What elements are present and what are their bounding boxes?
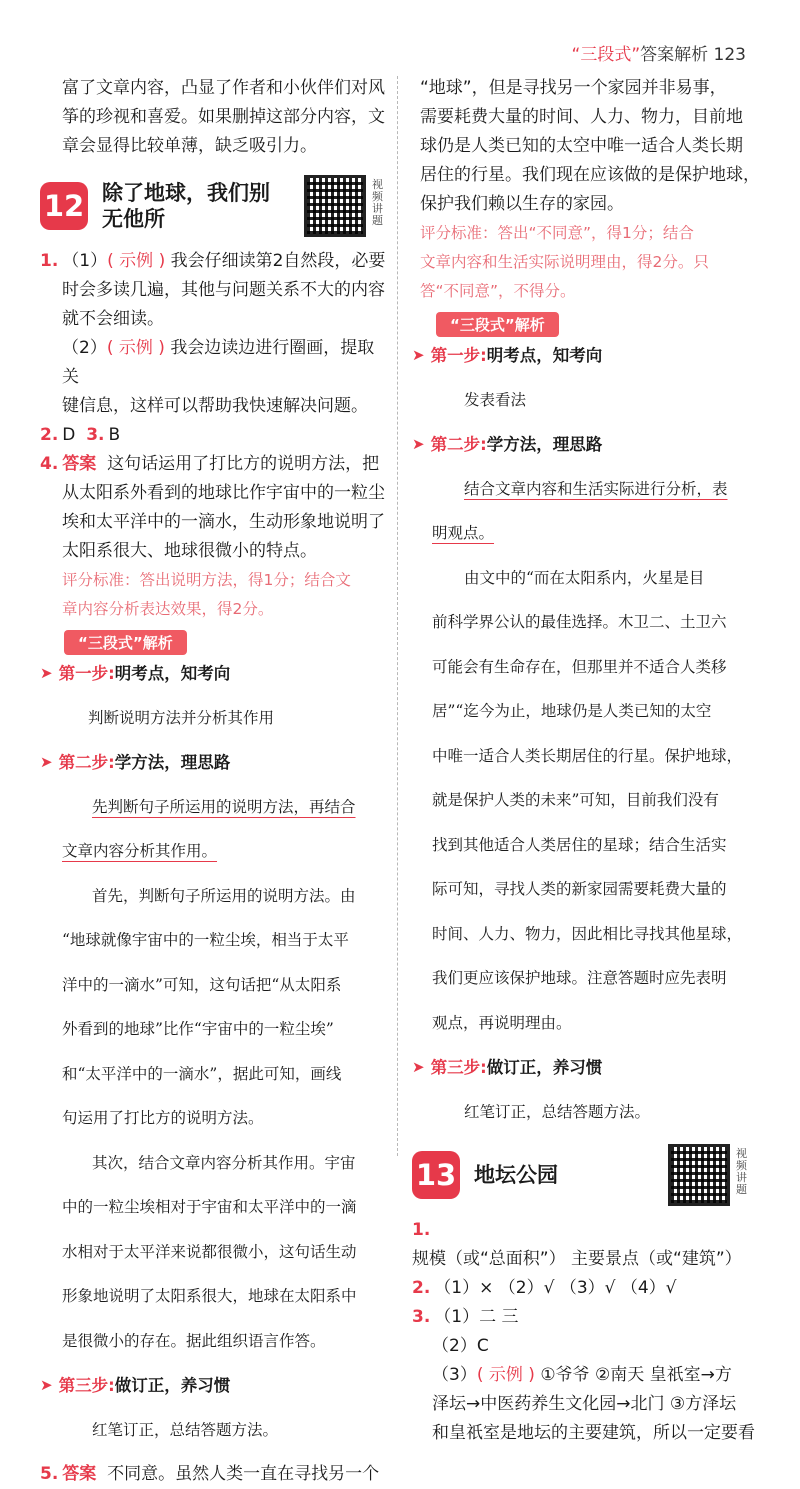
answer-line: （2）C xyxy=(432,1336,489,1356)
step-1 xyxy=(40,659,386,688)
analysis-line: 句运用了打比方的说明方法。 xyxy=(62,1109,264,1127)
answer-text: 我会仔细读第2自然段，必要 xyxy=(170,251,386,271)
analysis-line: 前科学界公认的最佳选择。木卫二、土卫六 xyxy=(432,613,727,631)
step-2 xyxy=(40,748,386,777)
analysis-line: 时间、人力、物力，因此相比寻找其他星球， xyxy=(432,924,743,943)
answer-text: （1）× （2）√ （3）√ （4）√ xyxy=(434,1278,677,1298)
qr-label: 视频讲题 xyxy=(372,178,383,227)
step-3 xyxy=(40,1371,386,1400)
answer-line: 从太阳系外看到的地球比作宇宙中的一粒尘 xyxy=(62,483,385,503)
step-title: 做订正，养习惯 xyxy=(486,1058,603,1077)
step-label: 第一步: xyxy=(58,664,115,683)
score-standard: 评分标准：答出说明方法，得1分；结合文 xyxy=(62,571,351,589)
step-title: 学方法，理思路 xyxy=(486,435,603,454)
analysis-line: 由文中的“而在太阳系内，火星是目 xyxy=(464,568,705,587)
intro-line: 章会显得比较单薄，缺乏吸引力。 xyxy=(62,136,317,156)
step-title: 做订正，养习惯 xyxy=(114,1376,231,1395)
analysis-line: 可能会有生命存在，但那里并不适合人类移 xyxy=(432,657,727,676)
answer-line: 球仍是人类已知的太空中唯一适合人类长期 xyxy=(420,136,743,156)
example-tag: ( 示例 ) xyxy=(107,251,166,271)
method-line: 文章内容分析其作用。 xyxy=(62,842,218,860)
answer-text: 不同意。虽然人类一直在寻找另一个 xyxy=(107,1464,380,1484)
arrow-icon: ➤ xyxy=(40,1376,53,1394)
analysis-line: 就是保护人类的未来”可知，目前我们没有 xyxy=(432,791,719,809)
step-2 xyxy=(412,430,760,459)
answer-line: 和皇祇室是地坛的主要建筑，所以一定要看 xyxy=(432,1423,755,1443)
score-standard: 评分标准：答出“不同意”，得1分；结合 xyxy=(420,224,694,242)
question-number: 3. xyxy=(412,1307,431,1327)
page-number: 123 xyxy=(713,45,746,65)
section-number: 13 xyxy=(412,1151,460,1199)
qr-code-icon[interactable] xyxy=(668,1144,730,1206)
step-label: 第三步: xyxy=(58,1376,115,1395)
answer-label: 答案 xyxy=(62,1464,97,1484)
question-number: 1. xyxy=(412,1220,431,1240)
analysis-tag: “三段式”解析 xyxy=(64,630,187,655)
answer-line: 时会多读几遍，其他与问题关系不大的内容 xyxy=(62,280,385,300)
arrow-icon: ➤ xyxy=(40,753,53,771)
answer-line: 居住的行星。我们现在应该做的是保护地球， xyxy=(420,165,760,185)
score-standard: 文章内容和生活实际说明理由，得2分。只 xyxy=(420,253,709,271)
section-13-header xyxy=(412,1142,760,1208)
score-standard: 章内容分析表达效果，得2分。 xyxy=(62,600,274,618)
qr-code-icon[interactable] xyxy=(304,175,366,237)
step-text: 红笔订正，总结答题方法。 xyxy=(464,1102,651,1121)
method-line: 先判断句子所运用的说明方法，再结合 xyxy=(92,797,356,816)
analysis-line: 其次，结合文章内容分析其作用。宇宙 xyxy=(92,1153,356,1172)
answer-text: （1）二 三 xyxy=(434,1307,519,1327)
left-column xyxy=(40,74,386,1489)
page-header xyxy=(572,40,746,65)
section-title: 地坛公园 xyxy=(474,1163,558,1187)
answer-line: 埃和太平洋中的一滴水，生动形象地说明了 xyxy=(62,512,385,532)
arrow-icon: ➤ xyxy=(412,435,425,453)
analysis-line: 居”“迄今为止，地球仍是人类已知的太空 xyxy=(432,702,712,720)
step-3 xyxy=(412,1053,760,1082)
analysis-line: 首先，判断句子所运用的说明方法。由 xyxy=(92,886,356,905)
arrow-icon: ➤ xyxy=(412,346,425,364)
step-label: 第二步: xyxy=(430,435,487,454)
sub-label: （2） xyxy=(62,338,107,358)
intro-line: 富了文章内容，凸显了作者和小伙伴们对风 xyxy=(62,78,385,98)
analysis-line: 是很微小的存在。据此组织语言作答。 xyxy=(62,1331,326,1350)
answer-text: 我会边读边进行圈画，提取关 xyxy=(62,338,375,387)
answer-label: 答案 xyxy=(62,454,97,474)
section-title: 除了地球，我们别无他所 xyxy=(102,181,270,231)
analysis-tag: “三段式”解析 xyxy=(436,312,559,337)
step-text: 判断说明方法并分析其作用 xyxy=(88,708,275,727)
analysis-line: 洋中的一滴水”可知，这句话把“从太阳系 xyxy=(62,975,342,994)
answer-line: 泽坛→中医药养生文化园→北门 ③方泽坛 xyxy=(432,1394,737,1414)
arrow-icon: ➤ xyxy=(412,1058,425,1076)
question-number: 2. xyxy=(412,1278,431,1298)
analysis-line: 我们更应该保护地球。注意答题时应先表明 xyxy=(432,969,727,987)
step-label: 第三步: xyxy=(430,1058,487,1077)
answer-text: 规模（或“总面积”） 主要景点（或“建筑”） xyxy=(412,1249,742,1269)
analysis-line: “地球就像宇宙中的一粒尘埃，相当于太平 xyxy=(62,931,349,949)
header-quoted: “三段式” xyxy=(571,45,641,65)
analysis-line: 外看到的地球”比作“宇宙中的一粒尘埃” xyxy=(62,1020,334,1038)
method-line: 明观点。 xyxy=(432,524,495,542)
step-text: 发表看法 xyxy=(464,390,527,409)
answer-line: 键信息，这样可以帮助我快速解决问题。 xyxy=(62,396,368,416)
answer-line: 太阳系很大、地球很微小的特点。 xyxy=(62,541,317,561)
answer-line: “地球”，但是寻找另一个家园并非易事， xyxy=(420,78,727,98)
sub-label: （3） xyxy=(432,1365,477,1385)
analysis-line: 找到其他适合人类居住的星球；结合生活实 xyxy=(432,835,727,854)
step-title: 学方法，理思路 xyxy=(114,753,231,772)
answer-text: 这句话运用了打比方的说明方法，把 xyxy=(107,454,380,474)
analysis-line: 际可知，寻找人类的新家园需要耗费大量的 xyxy=(432,880,727,898)
question-number: 5. xyxy=(40,1464,59,1484)
analysis-line: 和“太平洋中的一滴水”，据此可知，画线 xyxy=(62,1064,342,1083)
step-title: 明考点，知考向 xyxy=(486,346,603,365)
question-number: 4. xyxy=(40,454,59,474)
header-text: 答案解析 xyxy=(640,45,709,65)
question-number: 1. xyxy=(40,251,59,271)
analysis-line: 中的一粒尘埃相对于宇宙和太平洋中的一滴 xyxy=(62,1198,357,1216)
answer-line: 需要耗费大量的时间、人力、物力，目前地 xyxy=(420,107,743,127)
answer-text: ①爷爷 ②南天 皇祇室→方 xyxy=(540,1365,732,1385)
arrow-icon: ➤ xyxy=(40,664,53,682)
method-line: 结合文章内容和生活实际进行分析，表 xyxy=(464,479,728,498)
answer-line: 保护我们赖以生存的家园。 xyxy=(420,194,624,214)
answer-text: D xyxy=(62,425,76,445)
sub-label: （1） xyxy=(62,251,108,271)
example-tag: ( 示例 ) xyxy=(106,338,165,358)
question-number: 2. xyxy=(40,425,59,445)
step-label: 第一步: xyxy=(430,346,487,365)
analysis-line: 观点，再说明理由。 xyxy=(432,1013,572,1032)
score-standard: 答“不同意”，不得分。 xyxy=(420,282,576,300)
step-1 xyxy=(412,341,760,370)
answer-text: B xyxy=(108,425,121,445)
right-column xyxy=(412,74,760,1448)
section-number: 12 xyxy=(40,182,88,230)
step-title: 明考点，知考向 xyxy=(114,664,231,683)
section-12-header xyxy=(40,173,386,239)
example-tag: ( 示例 ) xyxy=(476,1365,535,1385)
intro-line: 筝的珍视和喜爱。如果删掉这部分内容，文 xyxy=(62,107,385,127)
analysis-line: 水相对于太平洋来说都很微小，这句话生动 xyxy=(62,1242,357,1261)
question-number: 3. xyxy=(86,425,105,445)
answer-line: 就不会细读。 xyxy=(62,309,164,329)
step-label: 第二步: xyxy=(58,753,115,772)
analysis-line: 中唯一适合人类长期居住的行星。保护地球， xyxy=(432,746,743,765)
qr-label: 视频讲题 xyxy=(736,1147,747,1196)
step-text: 红笔订正，总结答题方法。 xyxy=(92,1420,279,1439)
analysis-line: 形象地说明了太阳系很大，地球在太阳系中 xyxy=(62,1287,357,1305)
column-divider xyxy=(397,76,398,1156)
